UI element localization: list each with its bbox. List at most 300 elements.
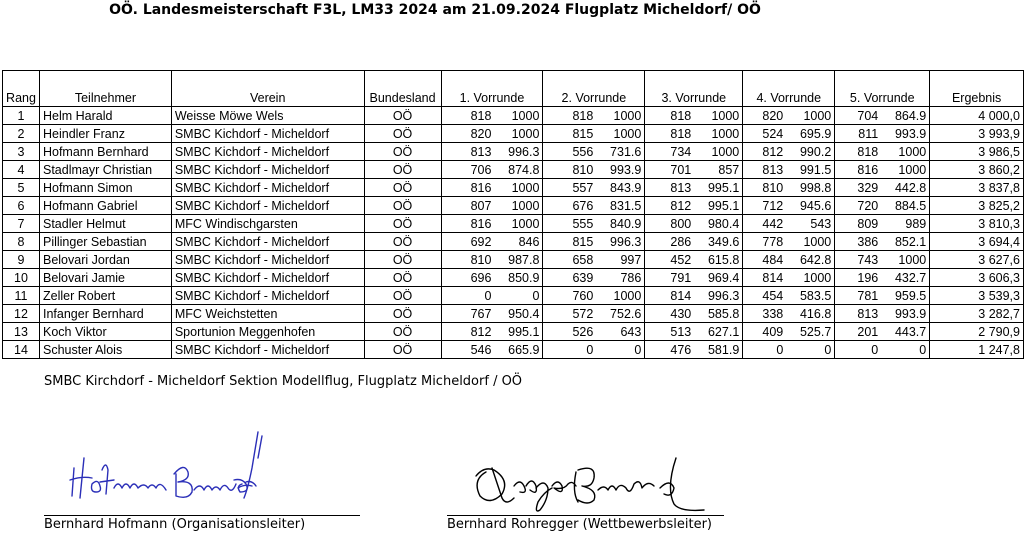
normalized-score: 874.8 xyxy=(508,162,540,177)
result-cell: 4 000,0 xyxy=(930,107,1024,125)
raw-score: 546 xyxy=(470,342,492,357)
table-row xyxy=(3,179,1024,197)
signature-hofmann xyxy=(62,428,272,508)
round-5-cell xyxy=(835,341,930,359)
club-cell: SMBC Kichdorf - Micheldorf xyxy=(171,197,364,215)
signature-caption-left: Bernhard Hofmann (Organisationsleiter) xyxy=(44,517,306,532)
normalized-score: 1000 xyxy=(898,162,927,177)
raw-score: 452 xyxy=(670,252,692,267)
round-4-cell xyxy=(743,107,835,125)
signature-line-right xyxy=(447,515,724,516)
normalized-score: 993.9 xyxy=(610,162,642,177)
normalized-score: 996.3 xyxy=(508,144,540,159)
round-1-cell xyxy=(441,107,543,125)
normalized-score: 1000 xyxy=(613,126,642,141)
round-1-cell xyxy=(441,125,543,143)
round-5-cell xyxy=(835,143,930,161)
round-2-cell xyxy=(543,179,645,197)
result-cell: 3 860,2 xyxy=(930,161,1024,179)
round-3-cell xyxy=(645,161,743,179)
participant-cell: Helm Harald xyxy=(39,107,171,125)
raw-score: 814 xyxy=(762,270,784,285)
round-1-cell xyxy=(441,233,543,251)
normalized-score: 864.9 xyxy=(894,108,927,123)
round-3-cell xyxy=(645,107,743,125)
state-cell: OÖ xyxy=(364,323,441,341)
state-cell: OÖ xyxy=(364,179,441,197)
table-row xyxy=(3,143,1024,161)
raw-score: 813 xyxy=(470,144,492,159)
round-5-cell xyxy=(835,179,930,197)
normalized-score: 583.5 xyxy=(799,288,832,303)
signature-rohregger xyxy=(470,452,710,514)
round-5-cell xyxy=(835,107,930,125)
table-header-row xyxy=(3,89,1024,107)
normalized-score: 950.4 xyxy=(508,306,540,321)
raw-score: 818 xyxy=(470,108,492,123)
round-5-cell xyxy=(835,215,930,233)
header-spacer-row xyxy=(3,71,1024,90)
normalized-score: 1000 xyxy=(898,144,927,159)
raw-score: 807 xyxy=(470,198,492,213)
normalized-score: 852.1 xyxy=(894,234,927,249)
round-2-cell xyxy=(543,161,645,179)
round-1-cell xyxy=(441,161,543,179)
state-cell: OÖ xyxy=(364,143,441,161)
normalized-score: 884.5 xyxy=(894,198,927,213)
normalized-score: 543 xyxy=(810,216,832,231)
club-cell: SMBC Kichdorf - Micheldorf xyxy=(171,179,364,197)
normalized-score: 585.8 xyxy=(707,306,740,321)
raw-score: 196 xyxy=(857,270,879,285)
result-cell: 3 694,4 xyxy=(930,233,1024,251)
state-cell: OÖ xyxy=(364,269,441,287)
raw-score: 818 xyxy=(857,144,879,159)
raw-score: 701 xyxy=(670,162,692,177)
raw-score: 816 xyxy=(470,180,492,195)
table-row xyxy=(3,323,1024,341)
raw-score: 409 xyxy=(762,324,784,339)
table-row xyxy=(3,161,1024,179)
col-header-ergebnis: Ergebnis xyxy=(930,89,1024,107)
rank-cell: 13 xyxy=(3,323,40,341)
round-1-cell xyxy=(441,143,543,161)
raw-score: 454 xyxy=(762,288,784,303)
normalized-score: 1000 xyxy=(898,252,927,267)
normalized-score: 581.9 xyxy=(707,342,740,357)
normalized-score: 0 xyxy=(634,342,642,357)
raw-score: 815 xyxy=(572,234,594,249)
normalized-score: 1000 xyxy=(511,126,540,141)
raw-score: 781 xyxy=(857,288,879,303)
round-4-cell xyxy=(743,323,835,341)
normalized-score: 846 xyxy=(518,234,540,249)
col-header-teilnehmer: Teilnehmer xyxy=(39,89,171,107)
raw-score: 778 xyxy=(762,234,784,249)
table-row xyxy=(3,269,1024,287)
participant-cell: Zeller Robert xyxy=(39,287,171,305)
col-header-verein: Verein xyxy=(171,89,364,107)
normalized-score: 996.3 xyxy=(610,234,642,249)
raw-score: 818 xyxy=(572,108,594,123)
raw-score: 329 xyxy=(857,180,879,195)
normalized-score: 0 xyxy=(824,342,832,357)
state-cell: OÖ xyxy=(364,197,441,215)
round-5-cell xyxy=(835,323,930,341)
result-cell: 1 247,8 xyxy=(930,341,1024,359)
round-1-cell xyxy=(441,305,543,323)
normalized-score: 993.9 xyxy=(894,126,927,141)
round-5-cell xyxy=(835,305,930,323)
round-3-cell xyxy=(645,215,743,233)
normalized-score: 996.3 xyxy=(707,288,740,303)
participant-cell: Belovari Jordan xyxy=(39,251,171,269)
table-row xyxy=(3,233,1024,251)
raw-score: 484 xyxy=(762,252,784,267)
normalized-score: 1000 xyxy=(711,126,740,141)
normalized-score: 627.1 xyxy=(707,324,740,339)
result-cell: 3 825,2 xyxy=(930,197,1024,215)
club-cell: Sportunion Meggenhofen xyxy=(171,323,364,341)
rank-cell: 11 xyxy=(3,287,40,305)
raw-score: 734 xyxy=(670,144,692,159)
state-cell: OÖ xyxy=(364,341,441,359)
round-5-cell xyxy=(835,251,930,269)
raw-score: 557 xyxy=(572,180,594,195)
state-cell: OÖ xyxy=(364,107,441,125)
club-cell: MFC Weichstetten xyxy=(171,305,364,323)
result-cell: 3 606,3 xyxy=(930,269,1024,287)
normalized-score: 432.7 xyxy=(894,270,927,285)
rank-cell: 2 xyxy=(3,125,40,143)
normalized-score: 615.8 xyxy=(707,252,740,267)
result-cell: 3 810,3 xyxy=(930,215,1024,233)
col-header-bundesland: Bundesland xyxy=(364,89,441,107)
round-1-cell xyxy=(441,341,543,359)
round-3-cell xyxy=(645,143,743,161)
table-row xyxy=(3,251,1024,269)
raw-score: 430 xyxy=(670,306,692,321)
normalized-score: 959.5 xyxy=(894,288,927,303)
state-cell: OÖ xyxy=(364,305,441,323)
raw-score: 658 xyxy=(572,252,594,267)
round-1-cell xyxy=(441,251,543,269)
raw-score: 442 xyxy=(762,216,784,231)
normalized-score: 1000 xyxy=(711,108,740,123)
round-1-cell xyxy=(441,215,543,233)
round-2-cell xyxy=(543,251,645,269)
round-3-cell xyxy=(645,233,743,251)
raw-score: 813 xyxy=(670,180,692,195)
raw-score: 813 xyxy=(762,162,784,177)
normalized-score: 1000 xyxy=(511,198,540,213)
round-3-cell xyxy=(645,323,743,341)
round-3-cell xyxy=(645,269,743,287)
raw-score: 818 xyxy=(670,126,692,141)
rank-cell: 3 xyxy=(3,143,40,161)
round-1-cell xyxy=(441,287,543,305)
normalized-score: 831.5 xyxy=(610,198,642,213)
normalized-score: 850.9 xyxy=(508,270,540,285)
normalized-score: 695.9 xyxy=(799,126,832,141)
round-2-cell xyxy=(543,341,645,359)
rank-cell: 6 xyxy=(3,197,40,215)
col-header-round-3: 3. Vorrunde xyxy=(645,89,743,107)
normalized-score: 643 xyxy=(620,324,642,339)
round-2-cell xyxy=(543,269,645,287)
round-2-cell xyxy=(543,215,645,233)
normalized-score: 442.8 xyxy=(894,180,927,195)
raw-score: 524 xyxy=(762,126,784,141)
state-cell: OÖ xyxy=(364,161,441,179)
raw-score: 810 xyxy=(572,162,594,177)
round-4-cell xyxy=(743,125,835,143)
state-cell: OÖ xyxy=(364,251,441,269)
normalized-score: 642.8 xyxy=(799,252,832,267)
participant-cell: Schuster Alois xyxy=(39,341,171,359)
signature-line-left xyxy=(44,515,360,516)
raw-score: 791 xyxy=(670,270,692,285)
round-3-cell xyxy=(645,251,743,269)
raw-score: 692 xyxy=(470,234,492,249)
normalized-score: 1000 xyxy=(511,180,540,195)
normalized-score: 995.1 xyxy=(707,180,740,195)
raw-score: 476 xyxy=(670,342,692,357)
raw-score: 572 xyxy=(572,306,594,321)
raw-score: 812 xyxy=(762,144,784,159)
result-cell: 3 993,9 xyxy=(930,125,1024,143)
round-1-cell xyxy=(441,323,543,341)
col-header-round-1: 1. Vorrunde xyxy=(441,89,543,107)
table-row xyxy=(3,287,1024,305)
raw-score: 818 xyxy=(670,108,692,123)
rank-cell: 7 xyxy=(3,215,40,233)
participant-cell: Hofmann Simon xyxy=(39,179,171,197)
round-4-cell xyxy=(743,341,835,359)
round-1-cell xyxy=(441,269,543,287)
raw-score: 556 xyxy=(572,144,594,159)
round-5-cell xyxy=(835,197,930,215)
result-cell: 3 282,7 xyxy=(930,305,1024,323)
raw-score: 816 xyxy=(857,162,879,177)
round-3-cell xyxy=(645,341,743,359)
raw-score: 676 xyxy=(572,198,594,213)
round-5-cell xyxy=(835,125,930,143)
raw-score: 555 xyxy=(572,216,594,231)
round-5-cell xyxy=(835,233,930,251)
round-2-cell xyxy=(543,197,645,215)
normalized-score: 987.8 xyxy=(508,252,540,267)
col-header-rang: Rang xyxy=(3,89,40,107)
normalized-score: 969.4 xyxy=(707,270,740,285)
results-body xyxy=(3,107,1024,359)
rank-cell: 8 xyxy=(3,233,40,251)
club-cell: MFC Windischgarsten xyxy=(171,215,364,233)
raw-score: 338 xyxy=(762,306,784,321)
raw-score: 526 xyxy=(572,324,594,339)
rank-cell: 9 xyxy=(3,251,40,269)
raw-score: 386 xyxy=(857,234,879,249)
round-2-cell xyxy=(543,305,645,323)
round-1-cell xyxy=(441,197,543,215)
state-cell: OÖ xyxy=(364,215,441,233)
normalized-score: 1000 xyxy=(803,234,832,249)
result-cell: 3 539,3 xyxy=(930,287,1024,305)
round-5-cell xyxy=(835,269,930,287)
normalized-score: 1000 xyxy=(613,288,642,303)
table-row xyxy=(3,197,1024,215)
raw-score: 813 xyxy=(857,306,879,321)
normalized-score: 752.6 xyxy=(610,306,642,321)
raw-score: 820 xyxy=(470,126,492,141)
round-4-cell xyxy=(743,287,835,305)
participant-cell: Stadler Helmut xyxy=(39,215,171,233)
normalized-score: 980.4 xyxy=(707,216,740,231)
club-cell: SMBC Kichdorf - Micheldorf xyxy=(171,251,364,269)
rank-cell: 10 xyxy=(3,269,40,287)
normalized-score: 1000 xyxy=(803,270,832,285)
round-2-cell xyxy=(543,323,645,341)
round-5-cell xyxy=(835,161,930,179)
club-cell: SMBC Kichdorf - Micheldorf xyxy=(171,143,364,161)
round-2-cell xyxy=(543,143,645,161)
participant-cell: Pillinger Sebastian xyxy=(39,233,171,251)
raw-score: 720 xyxy=(857,198,879,213)
table-row xyxy=(3,215,1024,233)
normalized-score: 993.9 xyxy=(894,306,927,321)
raw-score: 760 xyxy=(572,288,594,303)
col-header-round-2: 2. Vorrunde xyxy=(543,89,645,107)
round-2-cell xyxy=(543,233,645,251)
club-cell: SMBC Kichdorf - Micheldorf xyxy=(171,125,364,143)
result-cell: 3 627,6 xyxy=(930,251,1024,269)
rank-cell: 14 xyxy=(3,341,40,359)
round-4-cell xyxy=(743,161,835,179)
normalized-score: 843.9 xyxy=(610,180,642,195)
normalized-score: 525.7 xyxy=(799,324,832,339)
raw-score: 706 xyxy=(470,162,492,177)
participant-cell: Infanger Bernhard xyxy=(39,305,171,323)
raw-score: 815 xyxy=(572,126,594,141)
raw-score: 814 xyxy=(670,288,692,303)
results-table xyxy=(2,70,1024,359)
round-4-cell xyxy=(743,179,835,197)
normalized-score: 1000 xyxy=(803,108,832,123)
raw-score: 0 xyxy=(586,342,594,357)
participant-cell: Stadlmayr Christian xyxy=(39,161,171,179)
round-3-cell xyxy=(645,125,743,143)
document-title: OÖ. Landesmeisterschaft F3L, LM33 2024 am 21.09.2024 Flugplatz Micheldorf/ OÖ xyxy=(109,2,761,18)
club-cell: SMBC Kichdorf - Micheldorf xyxy=(171,161,364,179)
rank-cell: 1 xyxy=(3,107,40,125)
raw-score: 201 xyxy=(857,324,879,339)
round-4-cell xyxy=(743,251,835,269)
col-header-round-5: 5. Vorrunde xyxy=(835,89,930,107)
normalized-score: 665.9 xyxy=(508,342,540,357)
normalized-score: 995.1 xyxy=(707,198,740,213)
result-cell: 2 790,9 xyxy=(930,323,1024,341)
rank-cell: 4 xyxy=(3,161,40,179)
round-4-cell xyxy=(743,233,835,251)
table-row xyxy=(3,125,1024,143)
normalized-score: 786 xyxy=(620,270,642,285)
round-1-cell xyxy=(441,179,543,197)
normalized-score: 991.5 xyxy=(799,162,832,177)
result-cell: 3 986,5 xyxy=(930,143,1024,161)
rank-cell: 5 xyxy=(3,179,40,197)
raw-score: 767 xyxy=(470,306,492,321)
raw-score: 286 xyxy=(670,234,692,249)
normalized-score: 998.8 xyxy=(799,180,832,195)
rank-cell: 12 xyxy=(3,305,40,323)
participant-cell: Hofmann Bernhard xyxy=(39,143,171,161)
normalized-score: 731.6 xyxy=(610,144,642,159)
normalized-score: 995.1 xyxy=(508,324,540,339)
club-footer-text: SMBC Kirchdorf - Micheldorf Sektion Modellflug, Flugplatz Micheldorf / OÖ xyxy=(44,374,523,389)
state-cell: OÖ xyxy=(364,233,441,251)
club-cell: SMBC Kichdorf - Micheldorf xyxy=(171,287,364,305)
normalized-score: 857 xyxy=(718,162,740,177)
raw-score: 696 xyxy=(470,270,492,285)
round-2-cell xyxy=(543,125,645,143)
participant-cell: Hofmann Gabriel xyxy=(39,197,171,215)
club-cell: Weisse Möwe Wels xyxy=(171,107,364,125)
round-4-cell xyxy=(743,215,835,233)
raw-score: 810 xyxy=(762,180,784,195)
normalized-score: 0 xyxy=(532,288,540,303)
raw-score: 639 xyxy=(572,270,594,285)
raw-score: 0 xyxy=(484,288,492,303)
raw-score: 704 xyxy=(857,108,879,123)
raw-score: 800 xyxy=(670,216,692,231)
round-3-cell xyxy=(645,179,743,197)
normalized-score: 989 xyxy=(905,216,927,231)
round-2-cell xyxy=(543,107,645,125)
normalized-score: 0 xyxy=(919,342,927,357)
round-4-cell xyxy=(743,269,835,287)
raw-score: 513 xyxy=(670,324,692,339)
normalized-score: 990.2 xyxy=(799,144,832,159)
raw-score: 0 xyxy=(776,342,784,357)
club-cell: SMBC Kichdorf - Micheldorf xyxy=(171,233,364,251)
raw-score: 812 xyxy=(470,324,492,339)
raw-score: 810 xyxy=(470,252,492,267)
club-cell: SMBC Kichdorf - Micheldorf xyxy=(171,269,364,287)
round-4-cell xyxy=(743,305,835,323)
table-row xyxy=(3,107,1024,125)
round-5-cell xyxy=(835,287,930,305)
normalized-score: 1000 xyxy=(511,108,540,123)
normalized-score: 443.7 xyxy=(894,324,927,339)
raw-score: 812 xyxy=(670,198,692,213)
normalized-score: 945.6 xyxy=(799,198,832,213)
participant-cell: Belovari Jamie xyxy=(39,269,171,287)
result-cell: 3 837,8 xyxy=(930,179,1024,197)
round-3-cell xyxy=(645,287,743,305)
round-3-cell xyxy=(645,305,743,323)
normalized-score: 1000 xyxy=(711,144,740,159)
raw-score: 0 xyxy=(871,342,879,357)
col-header-round-4: 4. Vorrunde xyxy=(743,89,835,107)
round-2-cell xyxy=(543,287,645,305)
table-row xyxy=(3,305,1024,323)
normalized-score: 1000 xyxy=(613,108,642,123)
raw-score: 809 xyxy=(857,216,879,231)
normalized-score: 840.9 xyxy=(610,216,642,231)
round-4-cell xyxy=(743,143,835,161)
normalized-score: 997 xyxy=(620,252,642,267)
raw-score: 820 xyxy=(762,108,784,123)
